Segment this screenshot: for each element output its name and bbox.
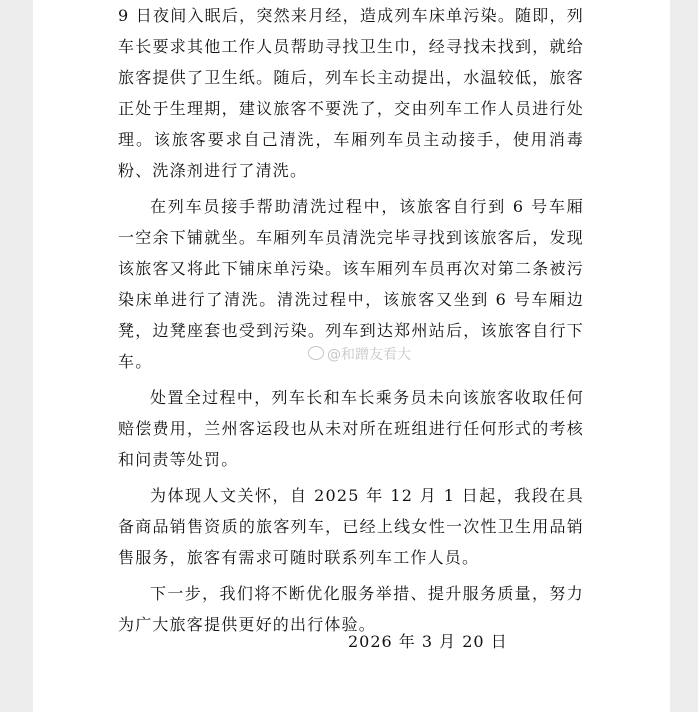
paragraph-1: 9 日夜间入眠后，突然来月经，造成列车床单污染。随即，列车长要求其他工作人员帮助寻找卫生巾，经寻找未找到，就给旅客提供了卫生纸。随后，列车长主动提出，水温较低，旅客正处于生理期，建议旅客不要洗了，交由列车工作人员进行处理。该旅客要求自己清洗，车厢列车员主动接手，使用消毒粉、洗涤剂进行了清洗。 [118,6,584,180]
paragraph-3: 处置全过程中，列车长和车长乘务员未向该旅客收取任何赔偿费用，兰州客运段也从未对所在班组进行任何形式的考核和问责等处罚。 [118,388,584,469]
paragraph-5: 下一步，我们将不断优化服务举措、提升服务质量，努力为广大旅客提供更好的出行体验。 [118,584,584,634]
document-body [118,0,584,640]
watermark-text: @和蹭友看大 [327,347,411,363]
paragraph-4: 为体现人文关怀，自 2025 年 12 月 1 日起，我段在具备商品销售资质的旅客列车，已经上线女性一次性卫生用品销售服务，旅客有需求可随时联系列车工作人员。 [118,486,584,567]
document-date: 2026 年 3 月 20 日 [348,632,508,651]
paragraph-2: 在列车员接手帮助清洗过程中，该旅客自行到 6 号车厢一空余下铺就坐。车厢列车员清洗完毕寻找到该旅客后，发现该旅客又将此下铺床单污染。该车厢列车员再次对第二条被污染床单进行了清洗。清洗过程中，该旅客又坐到 6 号车厢边凳，边凳座套也受到污染。列车到达郑州站后，该旅客自行下车。 [118,197,584,371]
document-page [33,0,670,712]
